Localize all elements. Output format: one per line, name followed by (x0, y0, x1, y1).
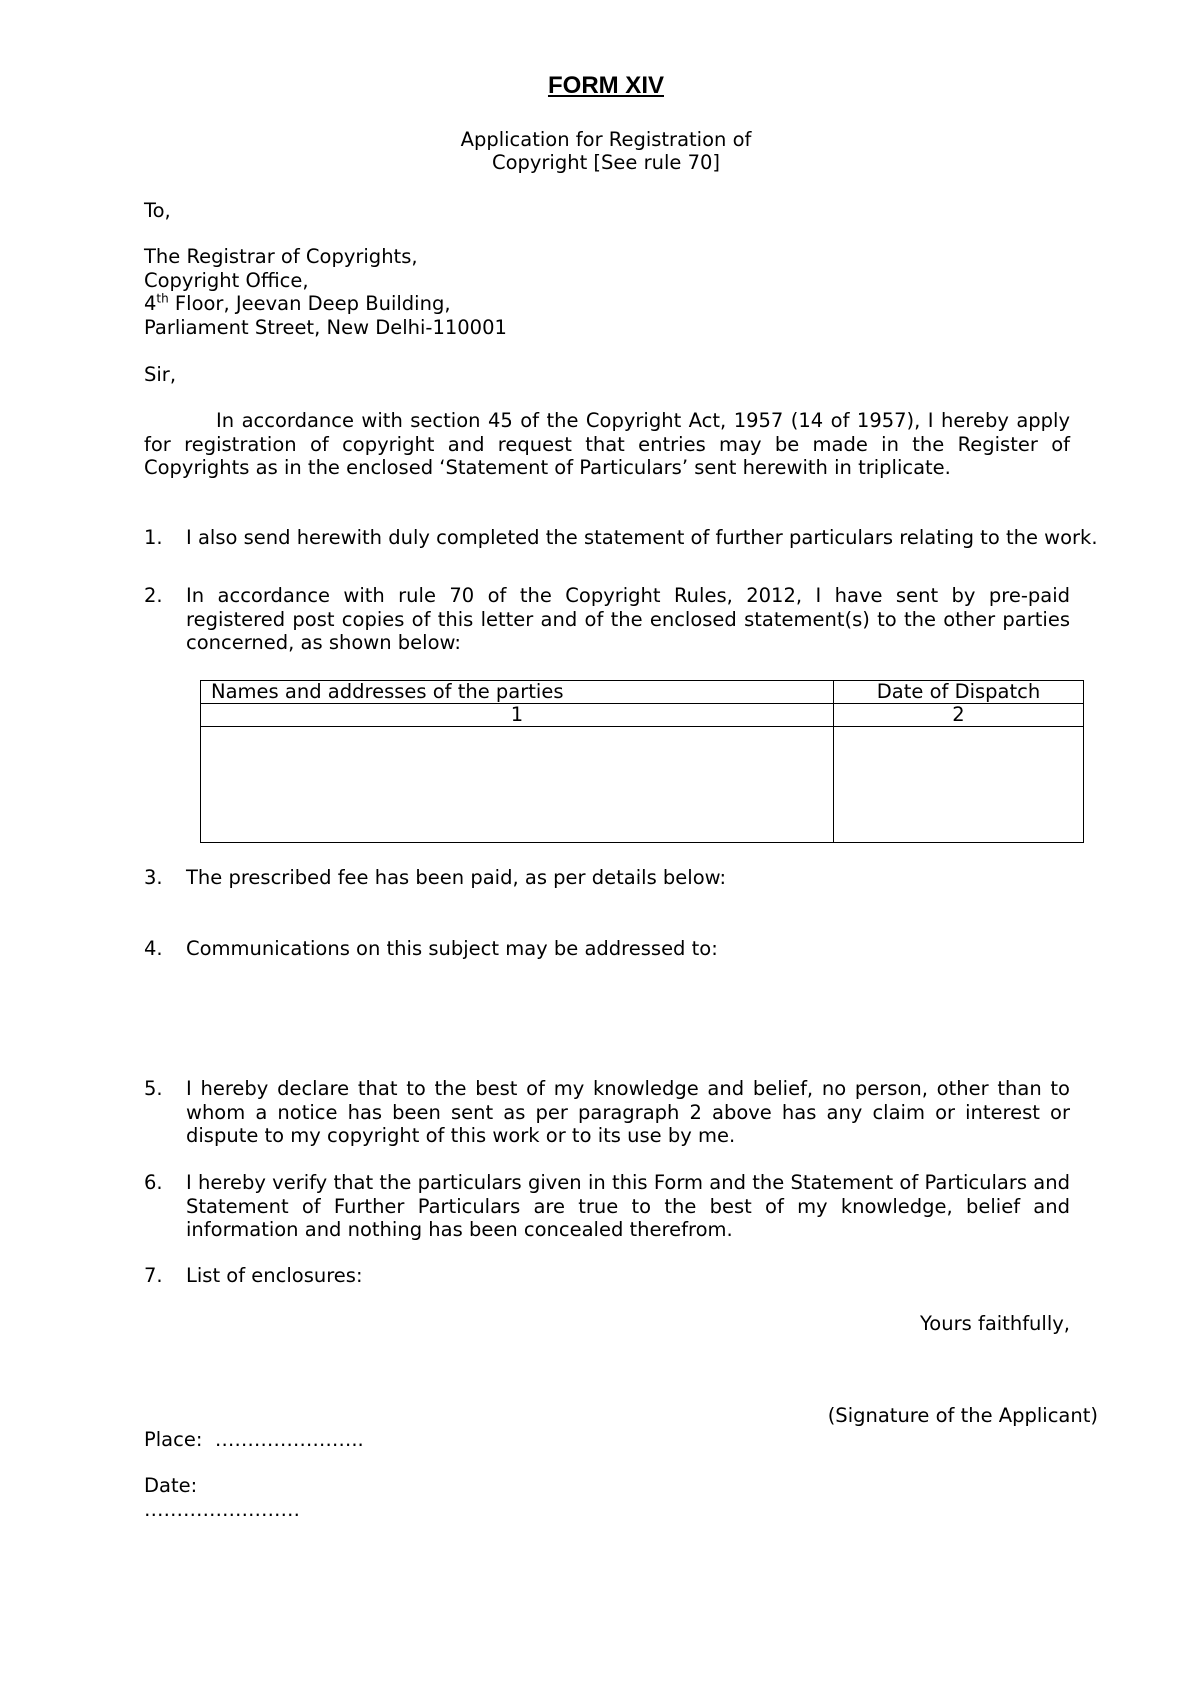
place-field (144, 1428, 364, 1451)
date-label: Date: (144, 1474, 198, 1497)
address-floor-number: 4 (144, 292, 157, 315)
item-number: 3. (144, 866, 163, 889)
item-text: I hereby verify that the particulars given in this Form and the Statement of Particulars and Statement of Further Particulars are true to the best of my knowledge, belief and information and nothing has been concealed therefrom. (186, 1171, 1070, 1241)
item-text: List of enclosures: (186, 1264, 363, 1287)
form-title: FORM XIV (547, 72, 664, 99)
date-dots[interactable]: …………………… (144, 1498, 300, 1521)
item-text: Communications on this subject may be addressed to: (186, 937, 718, 960)
address-line1: The Registrar of Copyrights, (144, 245, 418, 268)
form-subtitle-line1: Application for Registration of (460, 128, 752, 151)
item-number: 2. (144, 584, 163, 607)
item-number: 6. (144, 1171, 163, 1194)
address-floor-suffix: th (156, 291, 169, 306)
table-row (201, 727, 1084, 843)
item-number: 7. (144, 1264, 163, 1287)
item-number: 1. (144, 526, 163, 549)
parties-table (200, 680, 1084, 843)
item-number: 5. (144, 1077, 163, 1100)
place-label: Place: (144, 1428, 203, 1451)
table-header-names: Names and addresses of the parties (201, 681, 834, 704)
salutation: Sir, (144, 363, 177, 386)
table-header-row (201, 681, 1084, 704)
address-line4: Parliament Street, New Delhi-110001 (144, 316, 507, 339)
table-header-date: Date of Dispatch (834, 681, 1084, 704)
intro-paragraph: In accordance with section 45 of the Copyright Act, 1957 (14 of 1957), I hereby apply for registration of copyright and request that entries may be made in the Register of Copyrights as in the enclosed ‘Statement of Particulars’ sent herewith in triplicate. (144, 409, 1070, 479)
table-number-row (201, 704, 1084, 727)
closing-yours-faithfully: Yours faithfully, (919, 1312, 1070, 1335)
form-subtitle-line2: Copyright [See rule 70] (491, 151, 721, 174)
item-text: I hereby declare that to the best of my knowledge and belief, no person, other than to whom a notice has been sent as per paragraph 2 above has any claim or interest or dispute to my copyright of this work or to its use by me. (186, 1077, 1070, 1147)
address-line3 (144, 292, 451, 315)
item-text: I also send herewith duly completed the statement of further particulars relating to the work. (186, 526, 1098, 549)
table-cell-names[interactable] (201, 727, 834, 843)
address-line2: Copyright Office, (144, 269, 309, 292)
item-number: 4. (144, 937, 163, 960)
address-building: Floor, Jeevan Deep Building, (168, 292, 451, 315)
place-dots[interactable]: ………………….. (214, 1428, 364, 1451)
to-label: To, (144, 199, 171, 222)
item-text: In accordance with rule 70 of the Copyright Rules, 2012, I have sent by pre-paid registered post copies of this letter and of the enclosed statement(s) to the other parties concerned, as shown below: (186, 584, 1070, 654)
table-column-number: 1 (201, 704, 834, 727)
signature-label: (Signature of the Applicant) (827, 1404, 1098, 1427)
table-cell-date[interactable] (834, 727, 1084, 843)
table-column-number: 2 (834, 704, 1084, 727)
item-text: The prescribed fee has been paid, as per details below: (186, 866, 727, 889)
